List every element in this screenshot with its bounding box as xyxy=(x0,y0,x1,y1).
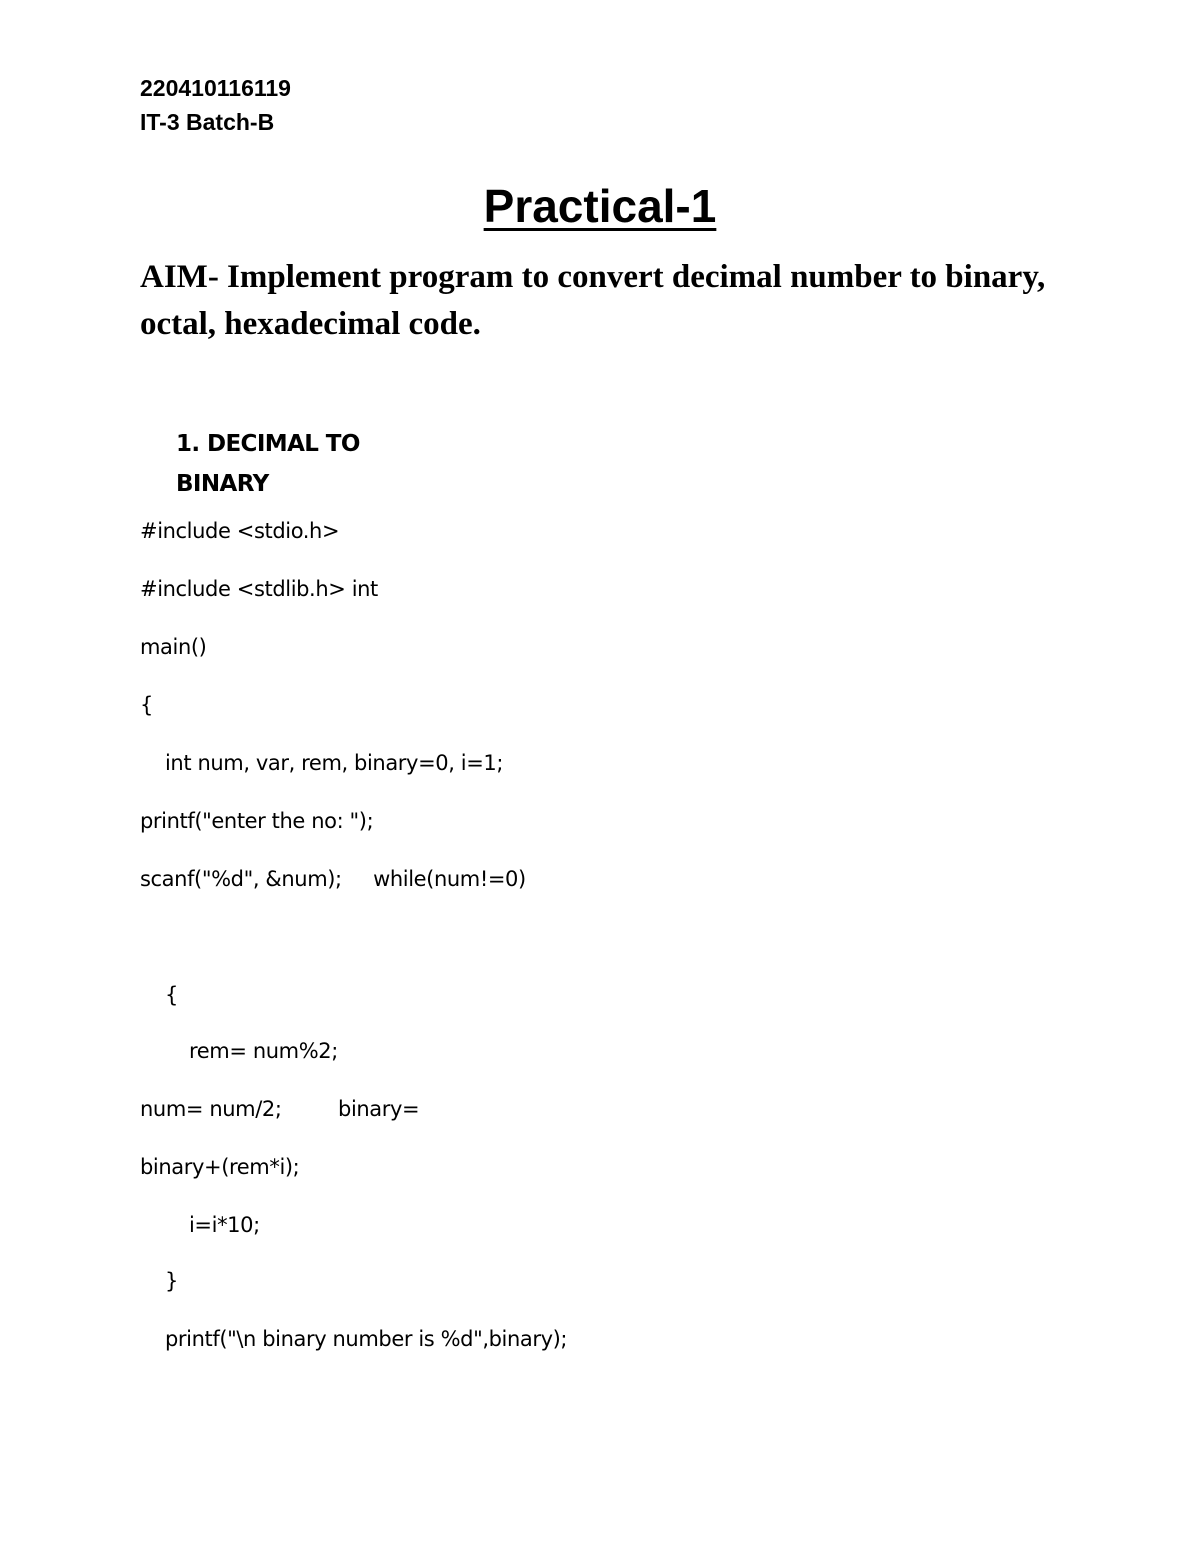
code-line: scanf("%d", &num); while(num!=0) xyxy=(140,867,526,891)
code-line: printf("enter the no: "); xyxy=(140,809,374,833)
code-line: num= num/2; binary= xyxy=(140,1097,420,1121)
code-line: printf("\n binary number is %d",binary); xyxy=(165,1327,568,1351)
aim-line-1: AIM- Implement program to convert decimal number to binary, xyxy=(140,259,1046,295)
code-line: } xyxy=(165,1269,178,1293)
aim-line-2: octal, hexadecimal code. xyxy=(140,306,481,342)
code-line: #include <stdlib.h> int xyxy=(140,577,378,601)
section-heading xyxy=(176,424,360,504)
code-line: { xyxy=(165,983,178,1007)
page-title: Practical-1 xyxy=(483,180,717,232)
code-line: main() xyxy=(140,635,207,659)
code-line: { xyxy=(140,693,153,717)
code-line: int num, var, rem, binary=0, i=1; xyxy=(165,751,504,775)
code-line: i=i*10; xyxy=(189,1213,260,1237)
code-line: #include <stdio.h> xyxy=(140,519,340,543)
section-heading-line-1: 1. DECIMAL TO xyxy=(176,431,360,457)
aim-statement xyxy=(140,254,1130,348)
code-line: rem= num%2; xyxy=(189,1039,338,1063)
section-heading-line-2: BINARY xyxy=(176,471,269,497)
code-line: binary+(rem*i); xyxy=(140,1155,300,1179)
student-id: 220410116119 xyxy=(140,75,291,101)
class-batch: IT-3 Batch-B xyxy=(140,109,275,135)
